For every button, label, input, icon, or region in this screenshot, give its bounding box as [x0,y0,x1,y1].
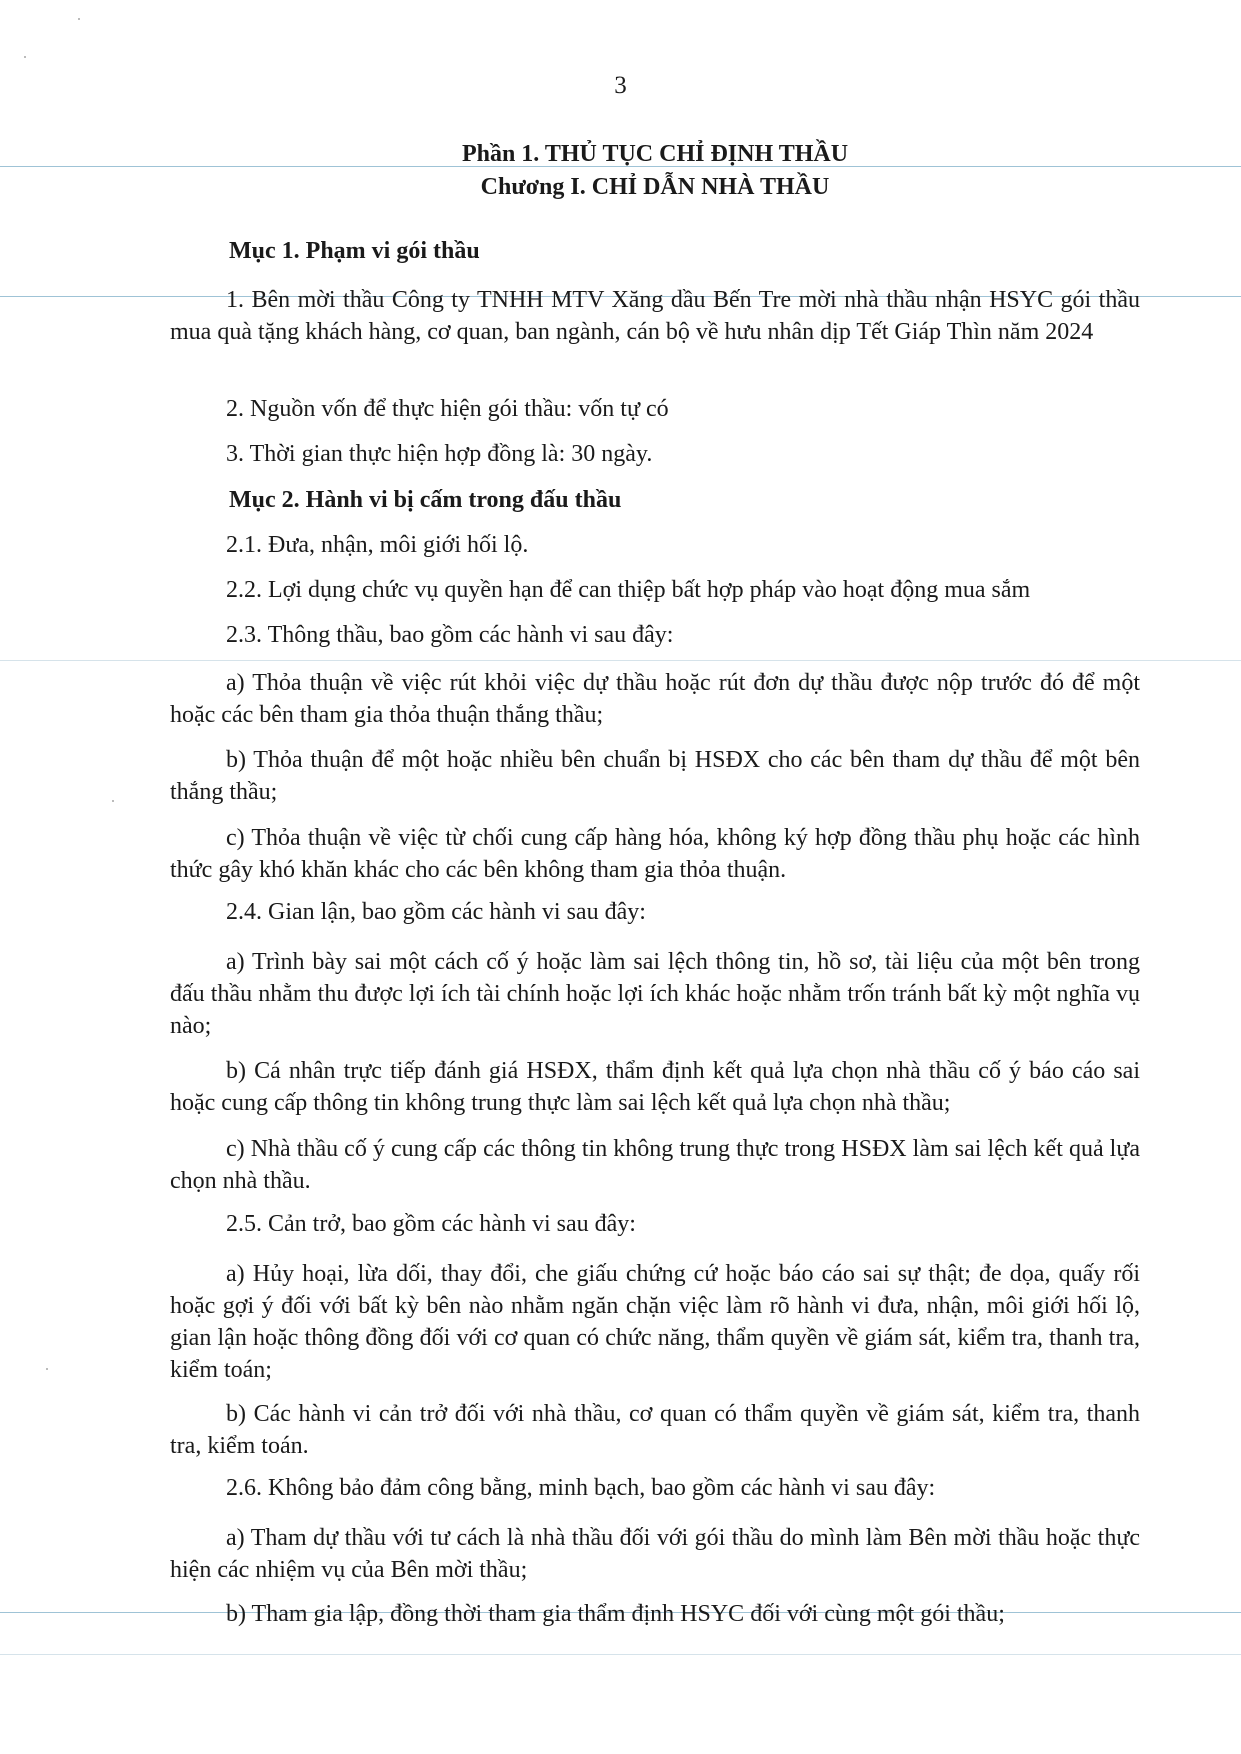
item-2-6-a: a) Tham dự thầu với tư cách là nhà thầu đối với gói thầu do mình làm Bên mời thầu hoặc thực hiện các nhiệm vụ của Bên mời thầu; [170,1525,1140,1583]
section-1-item-1: 1. Bên mời thầu Công ty TNHH MTV Xăng dầu Bến Tre mời nhà thầu nhận HSYC gói thầu mua quà tặng khách hàng, cơ quan, ban ngành, cán bộ về hưu nhân dịp Tết Giáp Thìn năm 2024 [170,287,1140,345]
item-2-4-b: b) Cá nhân trực tiếp đánh giá HSĐX, thẩm định kết quả lựa chọn nhà thầu cố ý báo cáo sai hoặc cung cấp thông tin không trung thực làm sai lệch kết quả lựa chọn nhà thầu; [170,1058,1140,1116]
item-2-3-c: c) Thỏa thuận về việc từ chối cung cấp hàng hóa, không ký hợp đồng thầu phụ hoặc các hình thức gây khó khăn khác cho các bên không tham gia thỏa thuận. [170,825,1140,883]
item-2-3-a: a) Thỏa thuận về việc rút khỏi việc dự thầu hoặc rút đơn dự thầu được nộp trước đó để một hoặc các bên tham gia thỏa thuận thắng thầu; [170,670,1140,728]
scan-speck [46,1368,48,1370]
item-2-6-b: b) Tham gia lập, đồng thời tham gia thẩm định HSYC đối với cùng một gói thầu; [226,1601,1005,1627]
item-2-4-a: a) Trình bày sai một cách cố ý hoặc làm sai lệch thông tin, hồ sơ, tài liệu của một bên trong đấu thầu nhằm thu được lợi ích tài chính hoặc lợi ích khác hoặc nhằm trốn tránh bất kỳ một nghĩa vụ nào; [170,949,1140,1039]
scan-line [0,1654,1241,1655]
part-title: Phần 1. THỦ TỤC CHỈ ĐỊNH THẦU [461,141,849,167]
scan-speck [112,800,114,802]
scan-speck [78,18,80,20]
section-1-item-2: 2. Nguồn vốn để thực hiện gói thầu: vốn tự có [226,396,669,422]
page-number: 3 [614,72,627,99]
section-2-title: Mục 2. Hành vi bị cấm trong đấu thầu [229,487,622,513]
scan-speck [24,56,26,58]
item-2-3-b: b) Thỏa thuận để một hoặc nhiều bên chuẩn bị HSĐX cho các bên tham dự thầu để một bên thắng thầu; [170,747,1140,805]
scan-line [0,660,1241,661]
section-1-title: Mục 1. Phạm vi gói thầu [229,238,480,264]
item-2-5-b: b) Các hành vi cản trở đối với nhà thầu, cơ quan có thẩm quyền về giám sát, kiểm tra, thanh tra, kiểm toán. [170,1401,1140,1459]
item-2-5-a: a) Hủy hoại, lừa dối, thay đổi, che giấu chứng cứ hoặc báo cáo sai sự thật; đe dọa, quấy rối hoặc gợi ý đối với bất kỳ bên nào nhằm ngăn chặn việc làm rõ hành vi đưa, nhận, môi giới hối lộ, gian lận hoặc thông đồng đối với cơ quan có chức năng, thẩm quyền về giám sát, kiểm tra, thanh tra, kiểm toán; [170,1261,1140,1383]
chapter-title: Chương I. CHỈ DẪN NHÀ THẦU [480,174,830,200]
item-2-1: 2.1. Đưa, nhận, môi giới hối lộ. [226,532,529,558]
item-2-4-c: c) Nhà thầu cố ý cung cấp các thông tin không trung thực trong HSĐX làm sai lệch kết quả lựa chọn nhà thầu. [170,1136,1140,1194]
section-1-item-3: 3. Thời gian thực hiện hợp đồng là: 30 ngày. [226,441,653,467]
item-2-4: 2.4. Gian lận, bao gồm các hành vi sau đây: [226,899,646,925]
item-2-3: 2.3. Thông thầu, bao gồm các hành vi sau đây: [226,622,674,648]
item-2-5: 2.5. Cản trở, bao gồm các hành vi sau đây: [226,1211,636,1237]
item-2-6: 2.6. Không bảo đảm công bằng, minh bạch, bao gồm các hành vi sau đây: [226,1475,936,1501]
item-2-2: 2.2. Lợi dụng chức vụ quyền hạn để can thiệp bất hợp pháp vào hoạt động mua sắm [226,577,1031,603]
